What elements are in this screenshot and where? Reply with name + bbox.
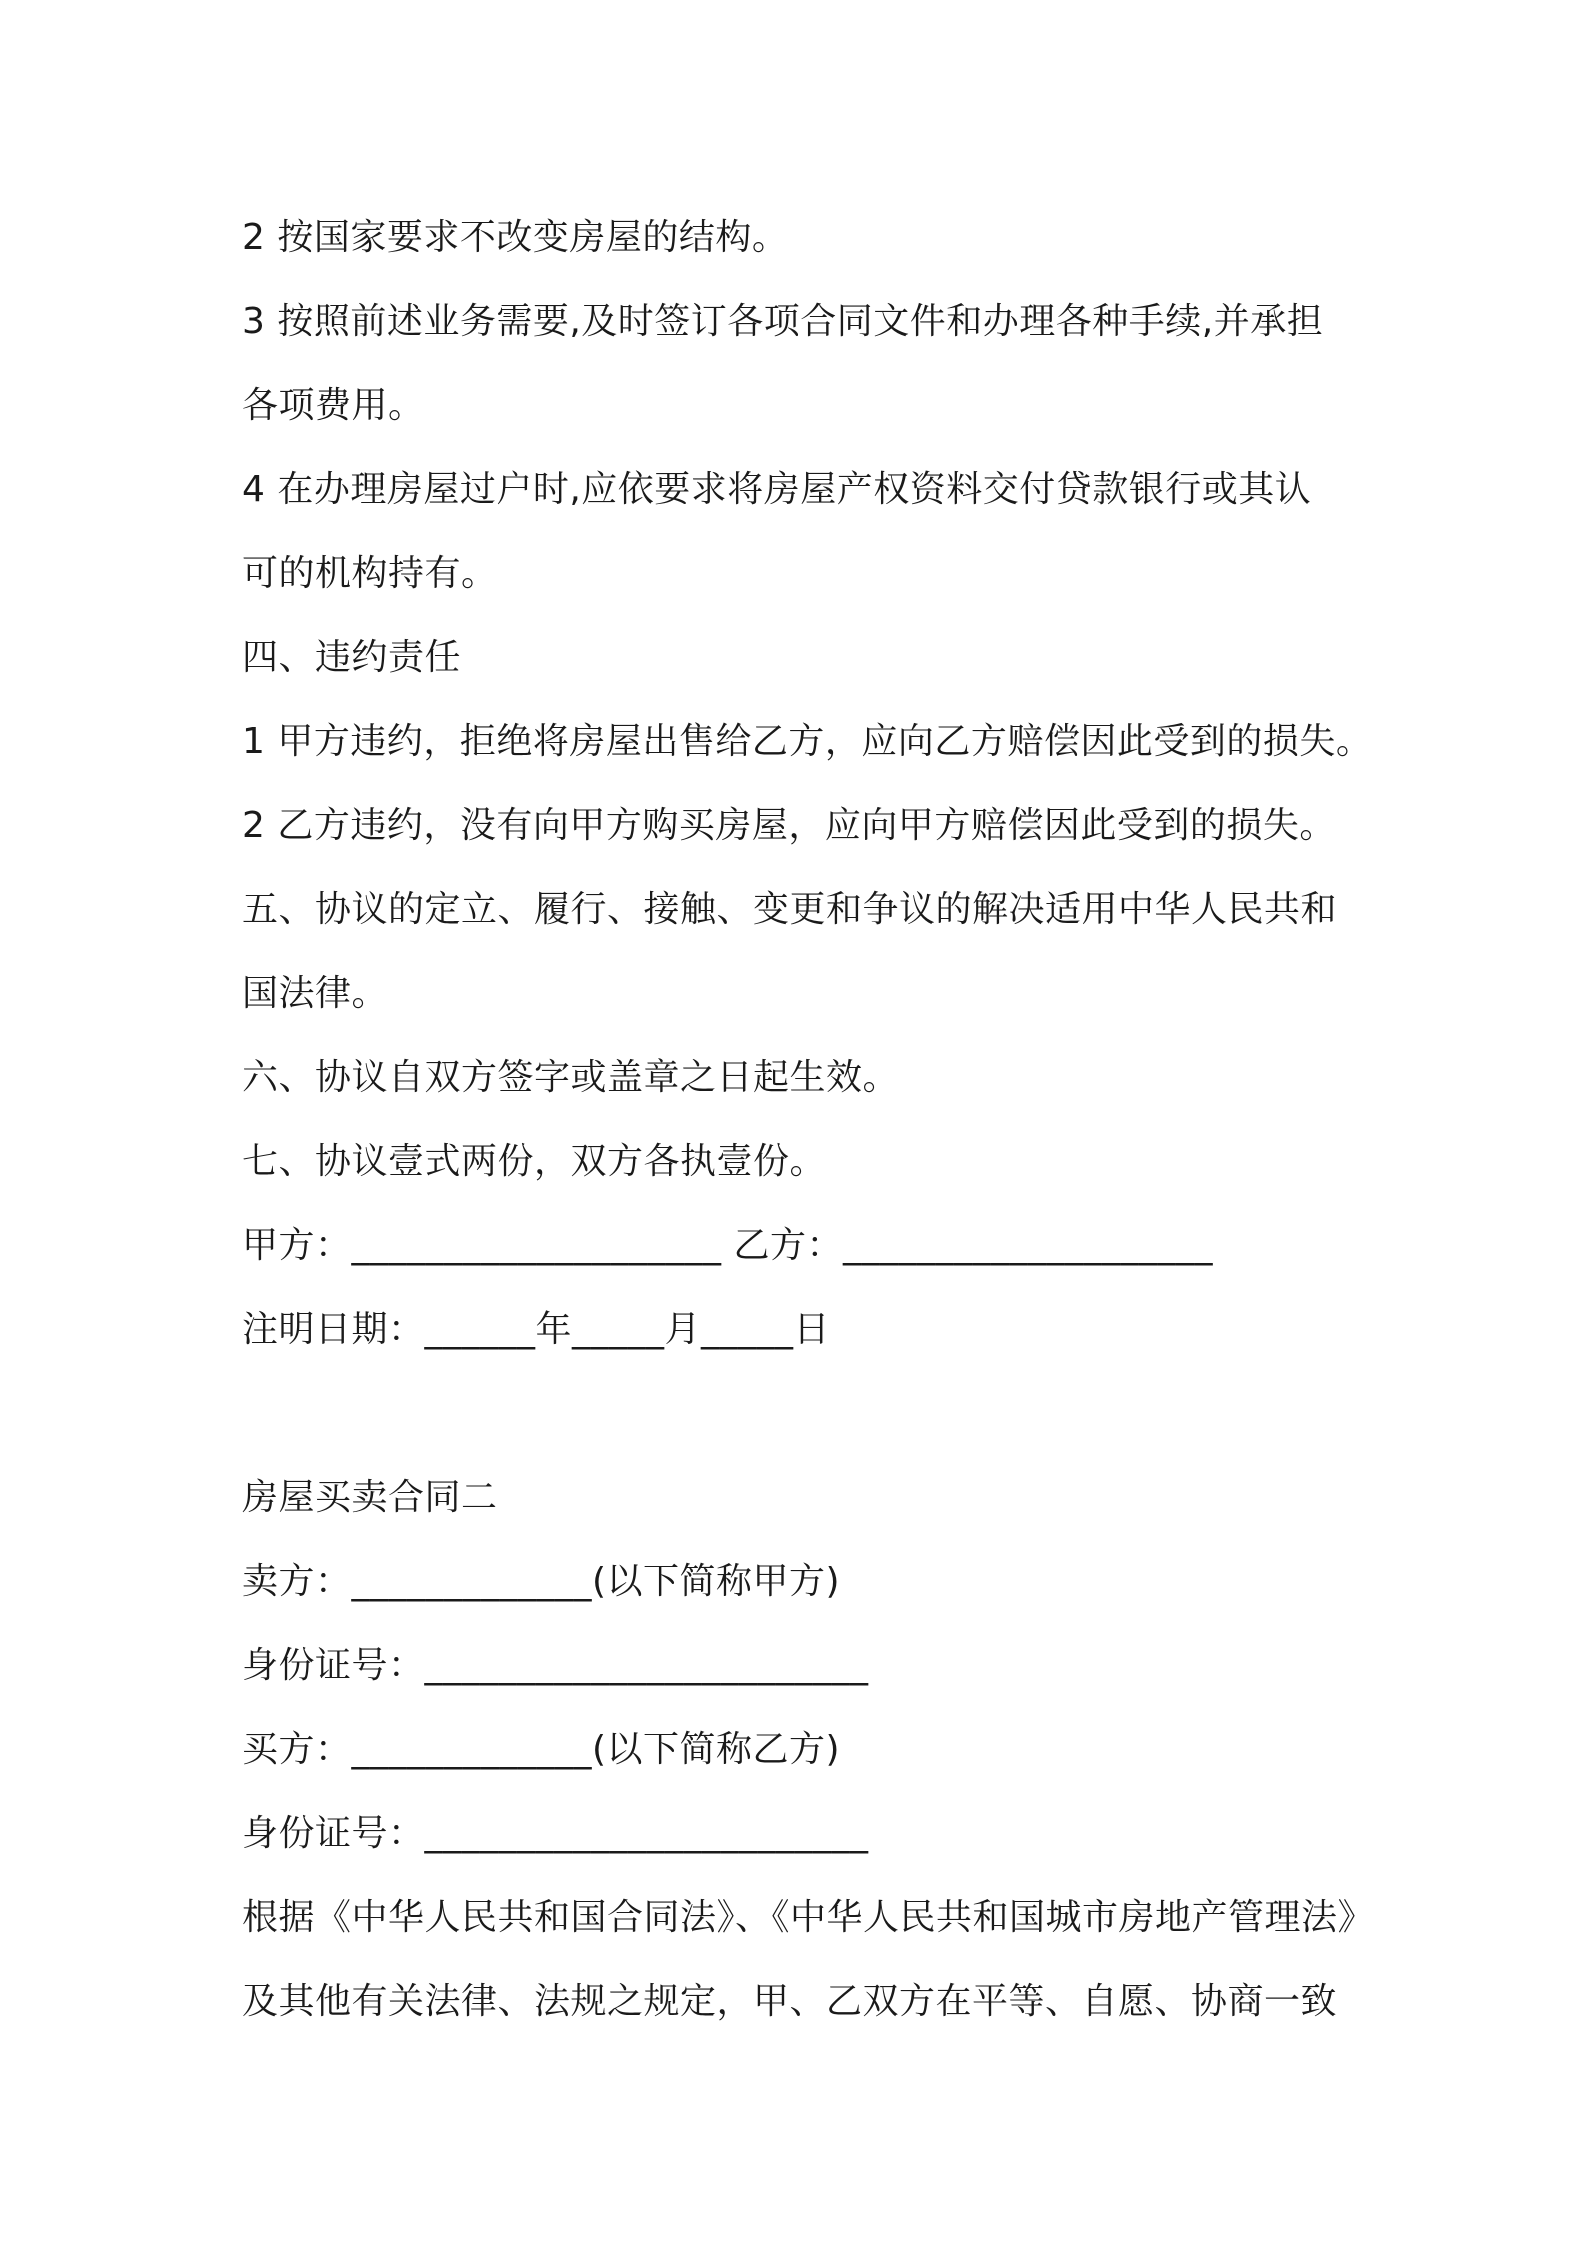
section-heading-breach: 四、违约责任 — [242, 637, 462, 678]
signature-line: 甲方：____________________ 乙方：____________________ — [242, 1225, 1213, 1266]
buyer-id-line: 身份证号：________________________ — [242, 1813, 869, 1854]
buyer-line: 买方：_____________(以下简称乙方) — [242, 1729, 841, 1770]
clause-2-structure: 2 按国家要求不改变房屋的结构。 — [242, 217, 789, 258]
seller-id-line: 身份证号：________________________ — [242, 1645, 869, 1686]
section-spacer — [242, 1372, 1362, 1456]
section-five-governing-law: 五、协议的定立、履行、接触、变更和争议的解决适用中华人民共和 — [242, 889, 1338, 930]
preamble-line-2: 及其他有关法律、法规之规定，甲、乙双方在平等、自愿、协商一致 — [242, 1981, 1338, 2022]
seller-line: 卖方：_____________(以下简称甲方) — [242, 1561, 841, 1602]
document-body — [242, 196, 1375, 2044]
section-five-governing-law-cont: 国法律。 — [242, 973, 389, 1014]
clause-3-contracts-cont: 各项费用。 — [242, 385, 425, 426]
date-line: 注明日期：______年_____月_____日 — [242, 1309, 831, 1350]
preamble-line-1: 根据《中华人民共和国合同法》、《中华人民共和国城市房地产管理法》 — [242, 1897, 1375, 1938]
section-six-effective: 六、协议自双方签字或盖章之日起生效。 — [242, 1057, 900, 1098]
breach-clause-party-a: 1 甲方违约，拒绝将房屋出售给乙方，应向乙方赔偿因此受到的损失。 — [242, 721, 1373, 762]
clause-4-transfer-cont: 可的机构持有。 — [242, 553, 498, 594]
clause-3-contracts: 3 按照前述业务需要,及时签订各项合同文件和办理各种手续,并承担 — [242, 301, 1324, 342]
breach-clause-party-b: 2 乙方违约，没有向甲方购买房屋，应向甲方赔偿因此受到的损失。 — [242, 805, 1336, 846]
clause-4-transfer: 4 在办理房屋过户时,应依要求将房屋产权资料交付贷款银行或其认 — [242, 469, 1312, 510]
section-seven-copies: 七、协议壹式两份，双方各执壹份。 — [242, 1141, 827, 1182]
contract-2-title: 房屋买卖合同二 — [242, 1477, 498, 1518]
